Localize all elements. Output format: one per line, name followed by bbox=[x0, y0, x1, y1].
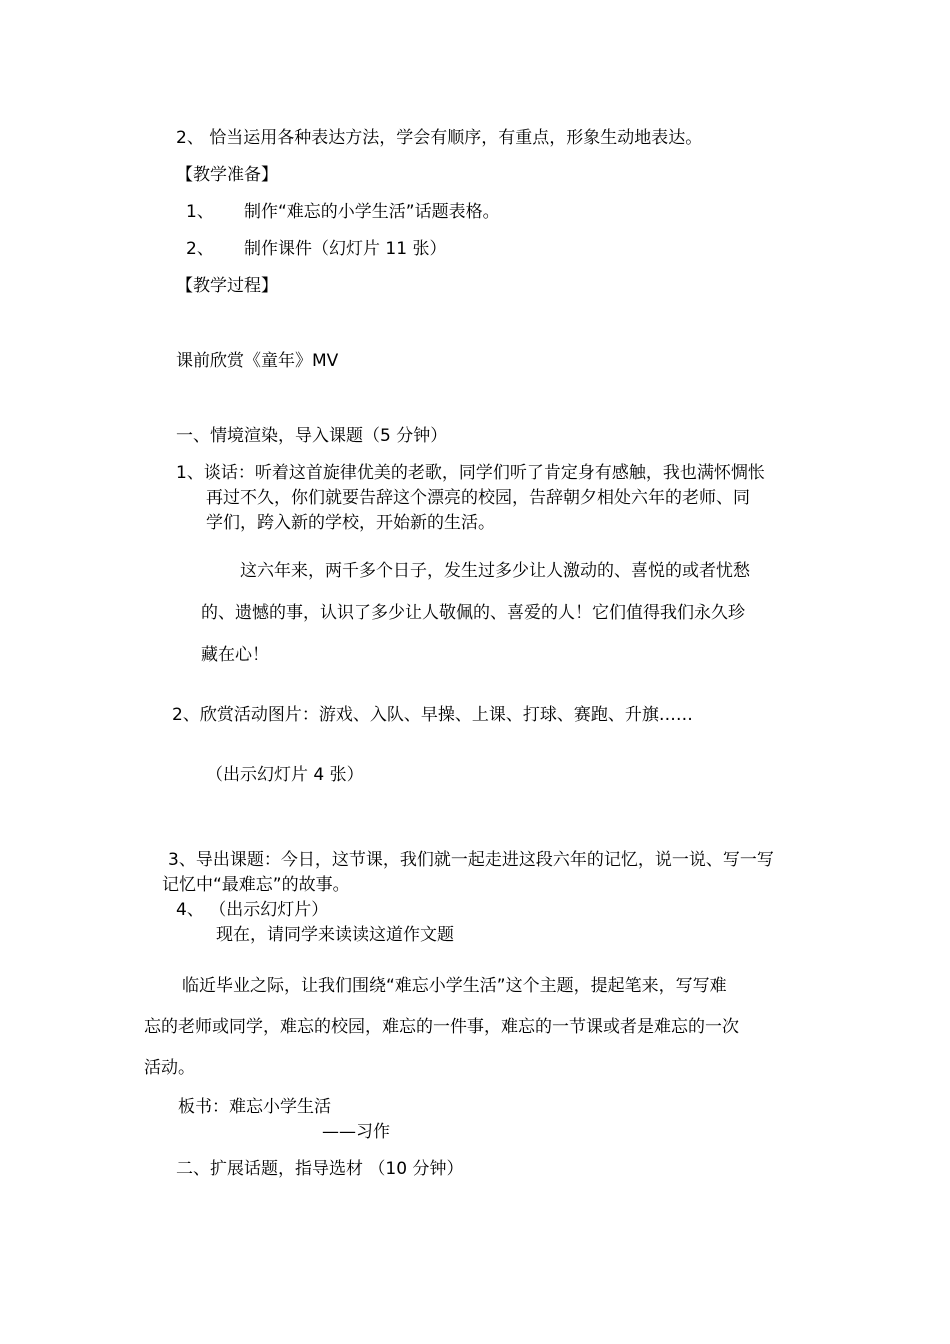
prep-item-2-number: 2、 bbox=[186, 239, 214, 259]
board-subtitle: ——习作 bbox=[322, 1122, 390, 1142]
pre-class-activity: 课前欣赏《童年》MV bbox=[176, 351, 339, 371]
item-2-activity-photos: 2、欣赏活动图片：游戏、入队、早操、上课、打球、赛跑、升旗…… bbox=[172, 705, 693, 725]
talk-line-1: 1、谈话：听着这首旋律优美的老歌，同学们听了肯定身有感触，我也满怀惆怅 bbox=[176, 463, 765, 483]
heading-teaching-preparation: 【教学准备】 bbox=[176, 165, 278, 185]
goal-item-2: 2、 恰当运用各种表达方法，学会有顺序，有重点，形象生动地表达。 bbox=[176, 128, 703, 148]
paragraph-line-2: 的、遗憾的事，认识了多少让人敬佩的、喜爱的人！它们值得我们永久珍 bbox=[201, 603, 745, 623]
topic-line-2: 忘的老师或同学，难忘的校园，难忘的一件事，难忘的一节课或者是难忘的一次 bbox=[144, 1017, 739, 1037]
topic-line-1: 临近毕业之际，让我们围绕“难忘小学生活”这个主题，提起笔来，写写难 bbox=[182, 976, 727, 996]
prep-item-2-text: 制作课件（幻灯片 11 张） bbox=[244, 239, 447, 259]
item-3-line-2: 记忆中“最难忘”的故事。 bbox=[162, 875, 350, 895]
section-2-heading: 二、扩展话题，指导选材 （10 分钟） bbox=[176, 1159, 464, 1179]
heading-teaching-process: 【教学过程】 bbox=[176, 276, 278, 296]
prep-item-1-text: 制作“难忘的小学生活”话题表格。 bbox=[244, 202, 500, 222]
section-1-heading: 一、情境渲染，导入课题（5 分钟） bbox=[176, 426, 448, 446]
topic-line-3: 活动。 bbox=[144, 1058, 195, 1078]
talk-line-2: 再过不久，你们就要告辞这个漂亮的校园，告辞朝夕相处六年的老师、同 bbox=[206, 488, 750, 508]
talk-line-3: 学们，跨入新的学校，开始新的生活。 bbox=[206, 513, 495, 533]
prep-item-1-number: 1、 bbox=[186, 202, 214, 222]
slides-note-4: （出示幻灯片 4 张） bbox=[206, 765, 364, 785]
item-3-line-1: 3、导出课题：今日，这节课，我们就一起走进这段六年的记忆，说一说、写一写 bbox=[168, 850, 774, 870]
read-prompt: 现在，请同学来读读这道作文题 bbox=[216, 925, 454, 945]
paragraph-line-3: 藏在心！ bbox=[201, 645, 269, 665]
paragraph-line-1: 这六年来，两千多个日子，发生过多少让人激动的、喜悦的或者忧愁 bbox=[240, 561, 750, 581]
board-title: 板书：难忘小学生活 bbox=[178, 1097, 331, 1117]
item-4: 4、 （出示幻灯片） bbox=[176, 900, 329, 920]
